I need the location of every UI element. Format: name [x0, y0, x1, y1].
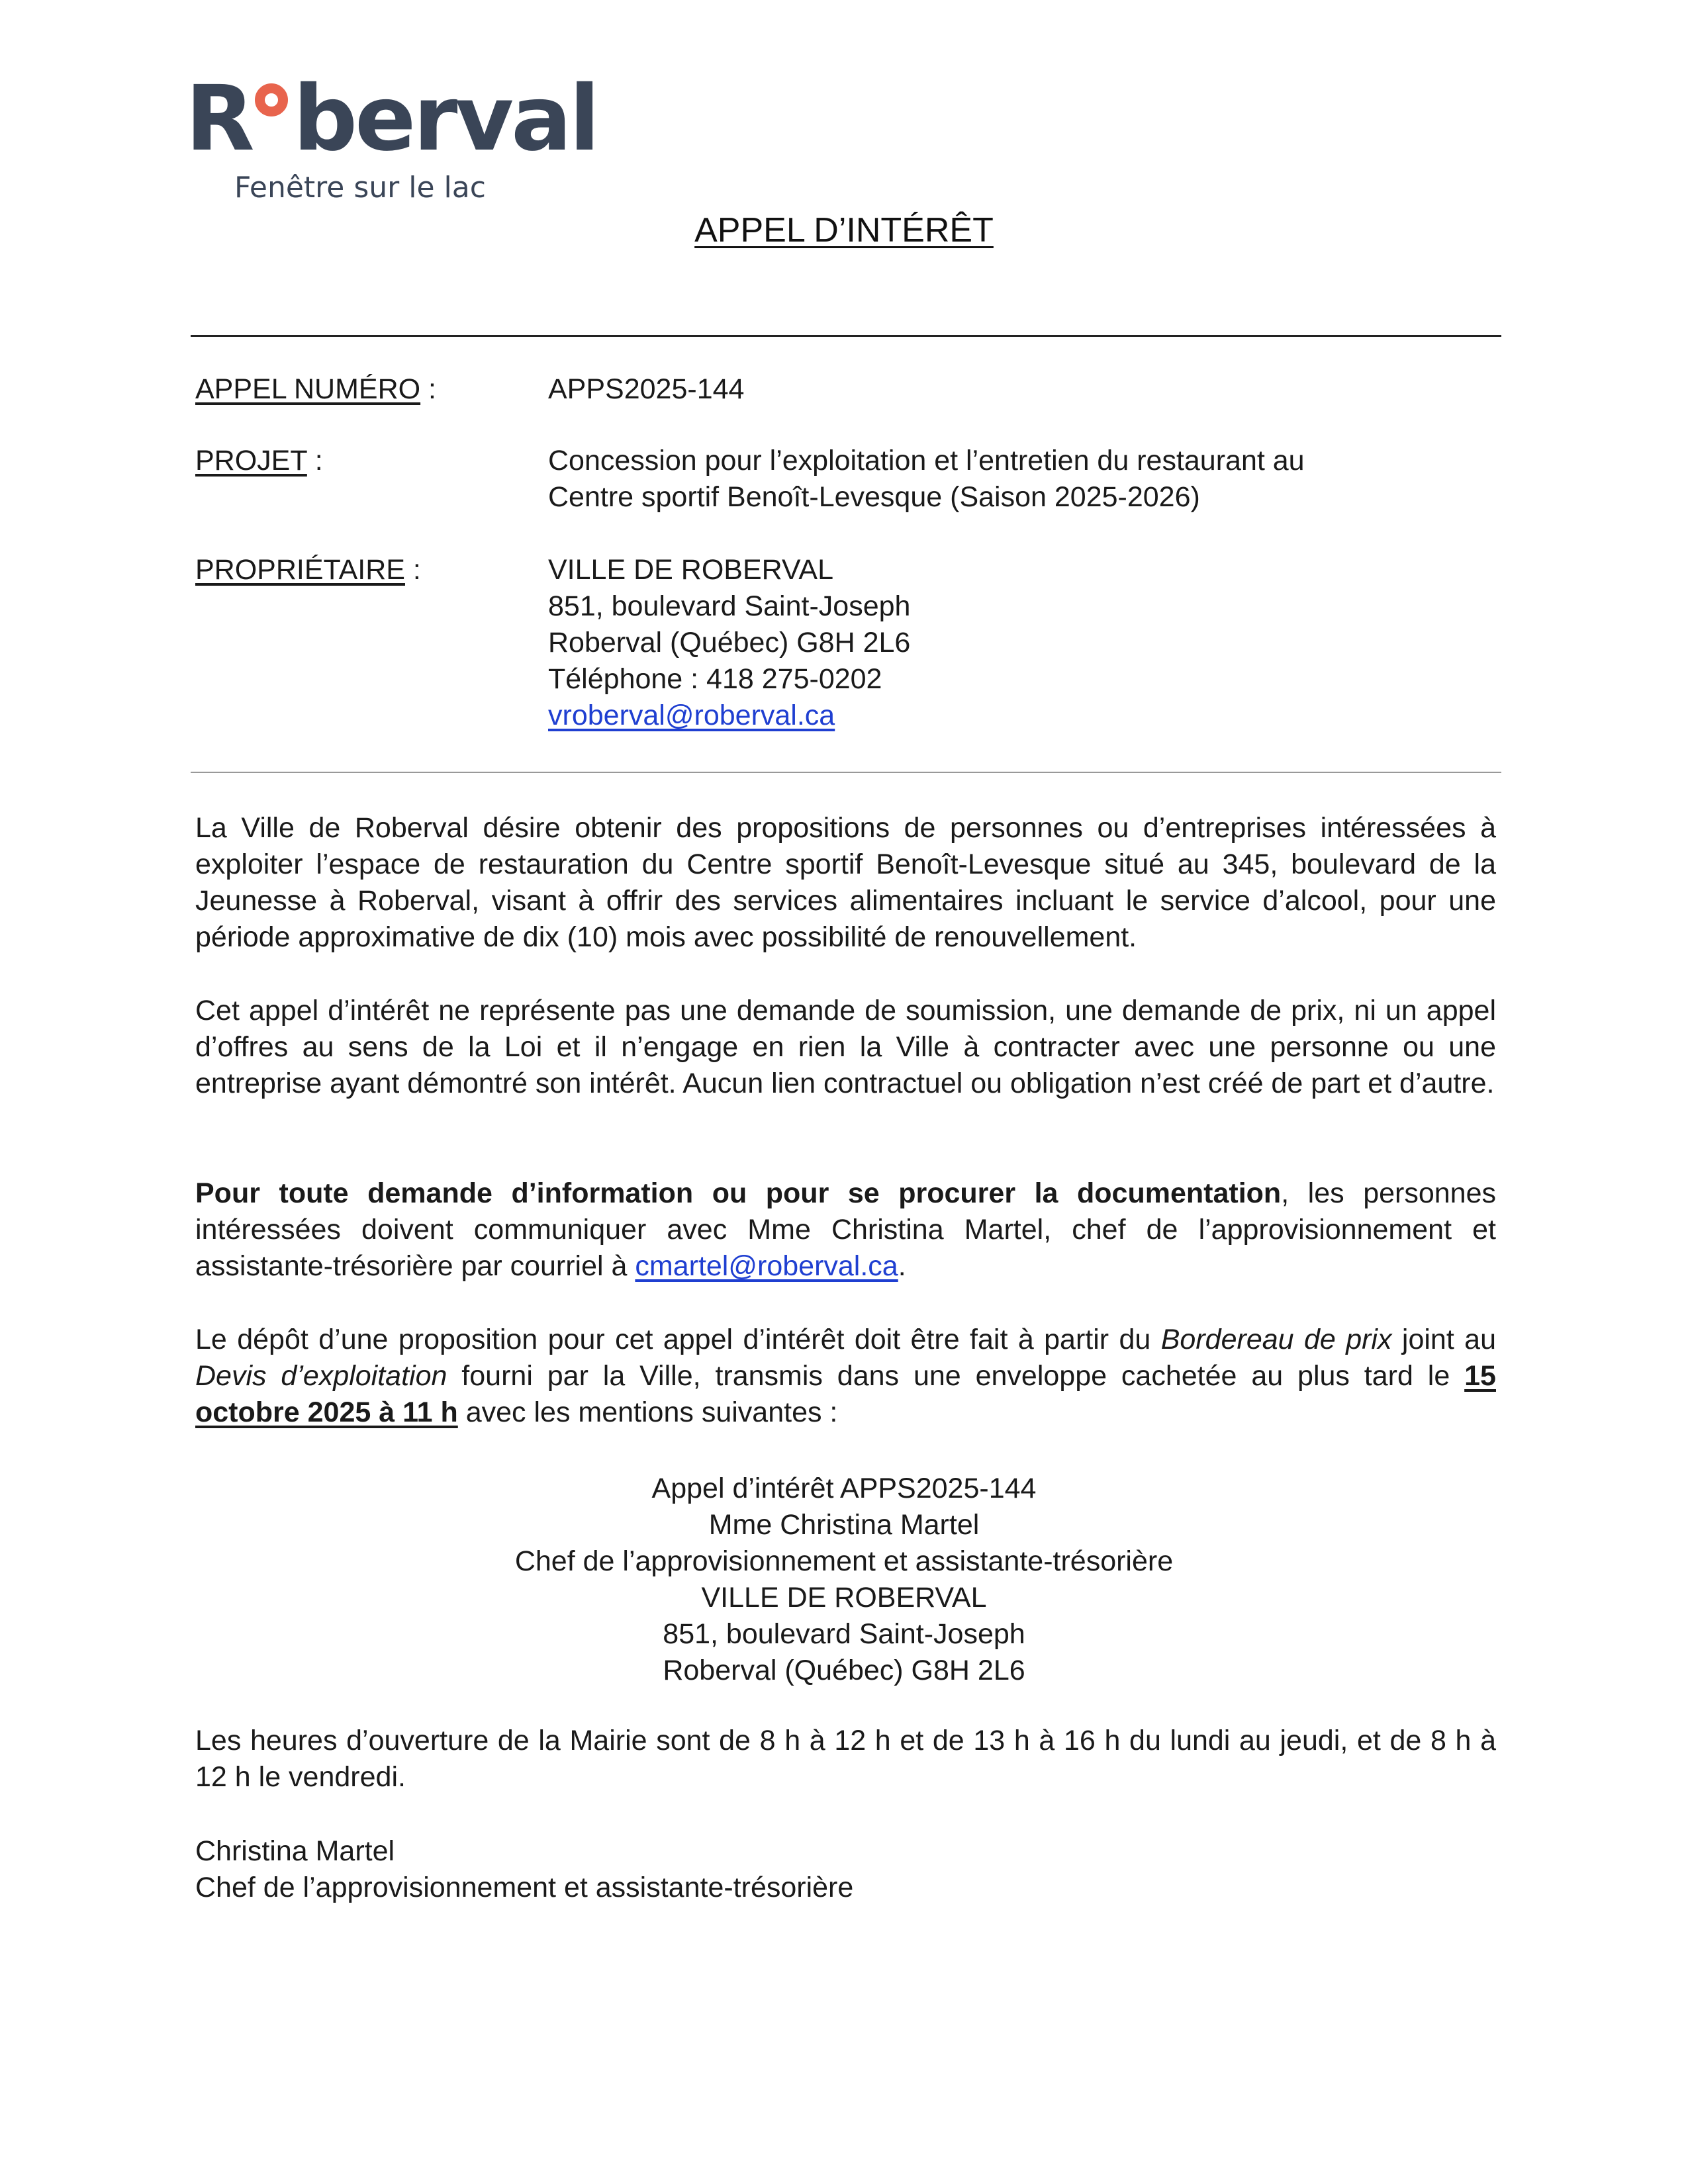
mention-line: Appel d’intérêt APPS2025-144 — [651, 1473, 1037, 1504]
proprietaire-email-link[interactable]: vroberval@roberval.ca — [548, 700, 835, 731]
logo-circle-icon — [255, 83, 288, 116]
mention-line: 851, boulevard Saint-Joseph — [663, 1618, 1025, 1650]
appel-value: APPS2025-144 — [548, 373, 745, 405]
signature-name: Christina Martel — [195, 1835, 395, 1867]
logo-tagline: Fenêtre sur le lac — [234, 171, 486, 205]
devis-italic: Devis d’exploitation — [195, 1360, 447, 1392]
proprietaire-line: 851, boulevard Saint-Joseph — [548, 590, 911, 622]
mention-line: Chef de l’approvisionnement et assistante-trésorière — [514, 1545, 1174, 1577]
mention-line: VILLE DE ROBERVAL — [701, 1582, 987, 1614]
top-divider — [191, 335, 1501, 337]
paragraph-disclaimer: Cet appel d’intérêt ne représente pas une demande de soumission, une demande de prix, ni un appel d’offres au sens de la Loi et il n’engage en rien la Ville à contracter avec une personne ou une entreprise ayant démontré son intérêt. Aucun lien contractuel ou obligation n’est créé de part et d’autre. — [195, 995, 1496, 1099]
proprietaire-line: Roberval (Québec) G8H 2L6 — [548, 627, 911, 659]
bordereau-italic: Bordereau de prix — [1160, 1324, 1392, 1355]
contact-bold-text: Pour toute demande d’information ou pour se procurer la documentation — [195, 1177, 1282, 1209]
proprietaire-value — [548, 552, 910, 734]
roberval-logo — [185, 67, 598, 205]
paragraph-deposit: Le dépôt d’une proposition pour cet appel d’intérêt doit être fait à partir du Bordereau de prix joint au Devis d’exploitation fourni par la Ville, transmis dans une enveloppe cachetée au plus tard le 15 octobre 2025 à 11 h avec les mentions suivantes : — [195, 1324, 1496, 1428]
signature-block — [195, 1833, 853, 1906]
paragraph-contact: Pour toute demande d’information ou pour se procurer la documentation, les personnes intéressées doivent communiquer avec Mme Christina Martel, chef de l’approvisionnement et assistante-trésorière par courriel à cmartel@roberval.ca. — [195, 1177, 1497, 1282]
projet-value — [548, 443, 1305, 516]
projet-line: Concession pour l’exploitation et l’entretien du restaurant au — [548, 445, 1305, 477]
mention-line: Roberval (Québec) G8H 2L6 — [663, 1655, 1025, 1686]
appel-label: APPEL NUMÉRO : — [195, 373, 437, 405]
paragraph-intro: La Ville de Roberval désire obtenir des propositions de personnes ou d’entreprises intéressées à exploiter l’espace de restauration du Centre sportif Benoît-Levesque situé au 345, boulevard de la Jeunesse à Roberval, visant à offrir des services alimentaires incluant le service d’alcool, pour une période approximative de dix (10) mois avec possibilité de renouvellement. — [195, 812, 1496, 953]
proprietaire-label: PROPRIÉTAIRE : — [195, 554, 421, 586]
logo-wordmark: R berval — [185, 67, 598, 171]
signature-role: Chef de l’approvisionnement et assistante-trésorière — [195, 1872, 854, 1903]
mention-line: Mme Christina Martel — [708, 1509, 980, 1541]
paragraph-hours: Les heures d’ouverture de la Mairie sont de 8 h à 12 h et de 13 h à 16 h du lundi au jeudi, et de 8 h à 12 h le vendredi. — [195, 1725, 1496, 1793]
bottom-divider — [191, 772, 1501, 773]
projet-label: PROJET : — [195, 445, 323, 477]
proprietaire-line: VILLE DE ROBERVAL — [548, 554, 833, 586]
mentions-block — [0, 1471, 1688, 1689]
projet-line: Centre sportif Benoît-Levesque (Saison 2025-2026) — [548, 481, 1200, 513]
proprietaire-line: Téléphone : 418 275-0202 — [548, 663, 882, 695]
contact-email-link[interactable]: cmartel@roberval.ca — [635, 1250, 898, 1282]
page-title: APPEL D’INTÉRÊT — [694, 211, 994, 250]
deadline-date: 15 octobre 2025 à 11 h — [195, 1360, 1496, 1428]
